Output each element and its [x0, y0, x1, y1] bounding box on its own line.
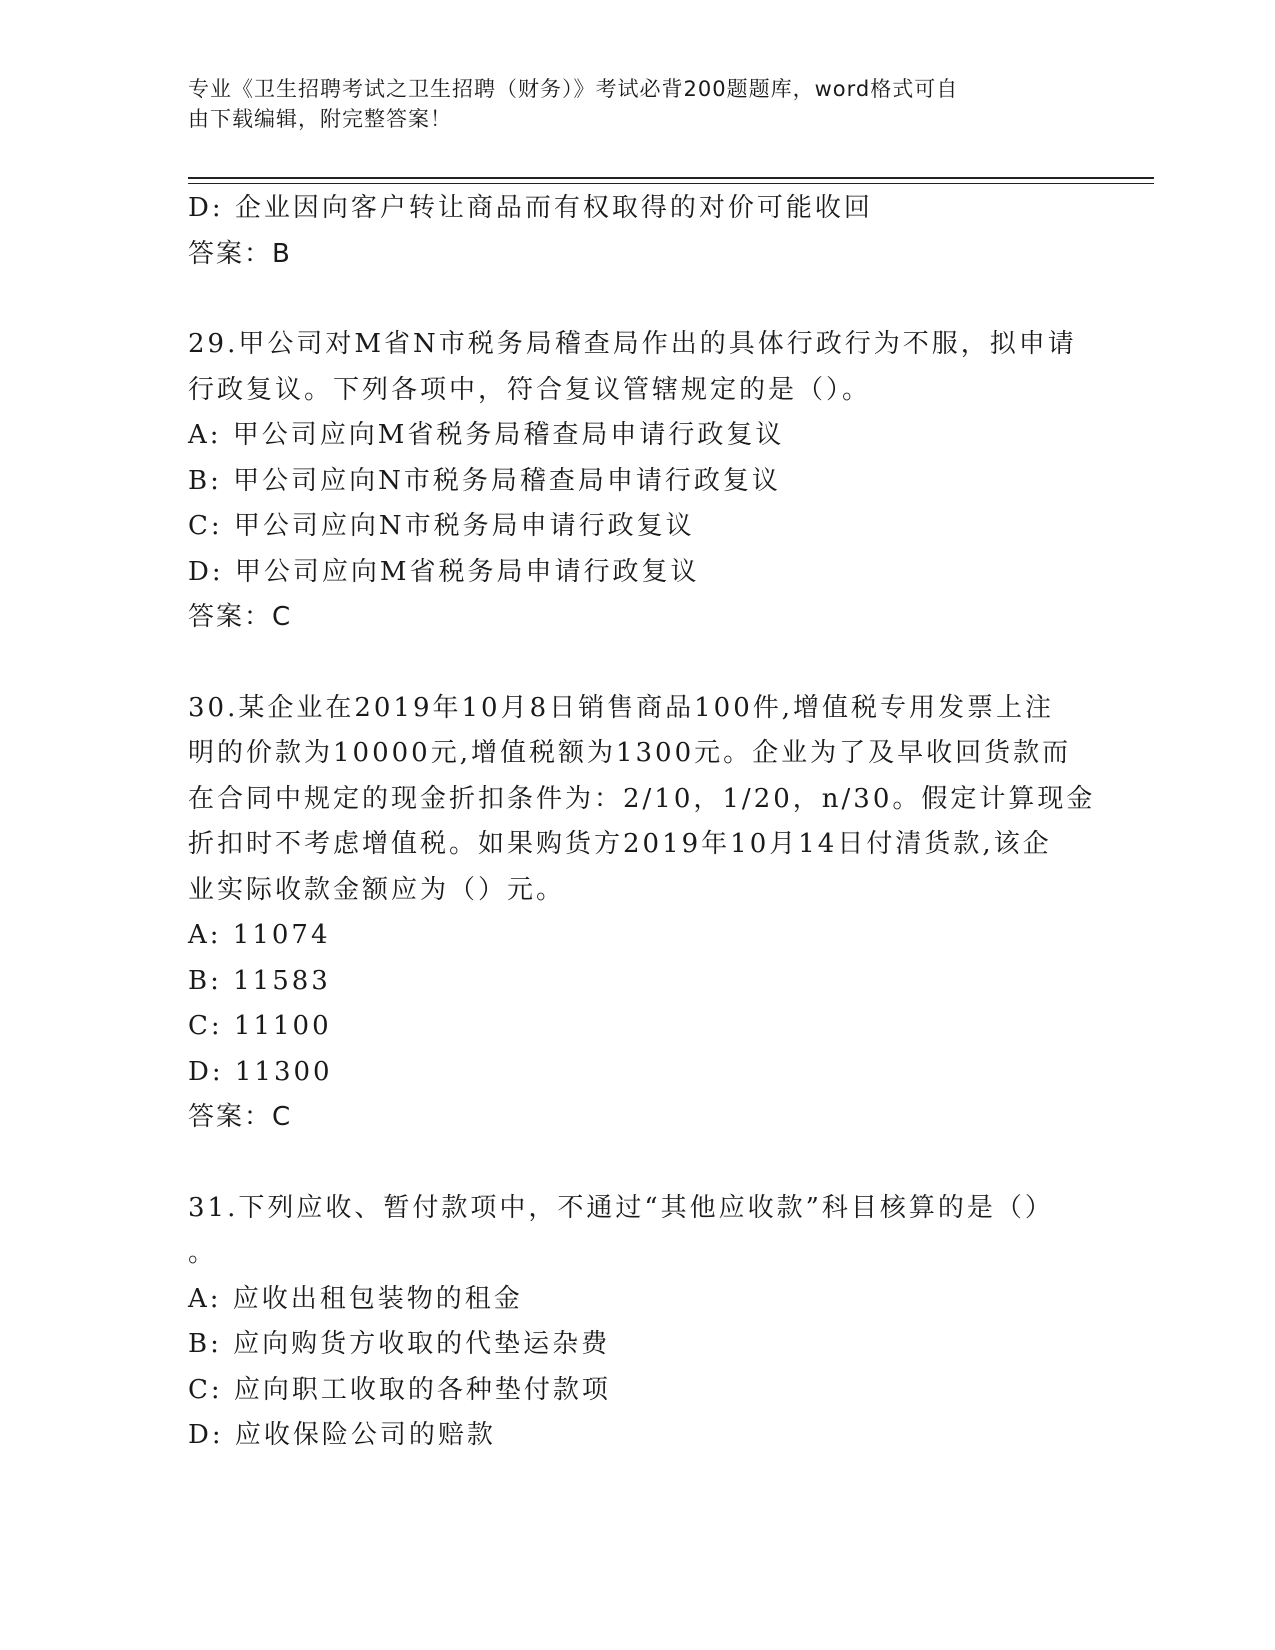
option-a: A: 甲公司应向M省税务局稽查局申请行政复议: [188, 420, 785, 450]
header-divider-thin: [188, 183, 1154, 184]
question-stem: 31.下列应收、暂付款项中，不通过“其他应收款”科目核算的是（）: [188, 1192, 1054, 1223]
page-header: [188, 74, 1068, 134]
spacer: [188, 277, 1088, 322]
option-c: C: 甲公司应向N市税务局申请行政复议: [188, 511, 695, 541]
option-d: D: 甲公司应向M省税务局申请行政复议: [188, 556, 700, 587]
option-a: A: 应收出租包装物的租金: [188, 1283, 523, 1314]
question-stem: 业实际收款金额应为（）元。: [188, 874, 566, 905]
question-stem: 29.甲公司对M省N市税务局稽查局作出的具体行政行为不服，拟申请: [188, 329, 1077, 359]
option-c: C: 应向职工收取的各种垫付款项: [188, 1374, 611, 1405]
question-stem: 30.某企业在2019年10月8日销售商品100件,增值税专用发票上注: [188, 692, 1055, 723]
question-stem: 。: [188, 1238, 218, 1268]
option-b: B: 甲公司应向N市税务局稽查局申请行政复议: [188, 465, 781, 496]
question-29: [188, 322, 1088, 641]
option-b: B: 11583: [188, 965, 331, 996]
spacer: [188, 641, 1088, 686]
question-stem: 折扣时不考虑增值税。如果购货方2019年10月14日付清货款,该企: [188, 829, 1052, 859]
question-30: [188, 686, 1096, 1141]
option-d: D: 应收保险公司的赔款: [188, 1420, 496, 1450]
header-divider-thick: [188, 177, 1154, 179]
question-stem: 明的价款为10000元,增值税额为1300元。企业为了及早收回货款而: [188, 738, 1072, 768]
option-b: B: 应向购货方收取的代垫运杂费: [188, 1329, 611, 1359]
question-stem: 在合同中规定的现金折扣条件为：2/10，1/20，n/30。假定计算现金: [188, 783, 1096, 814]
question-31: [188, 1186, 1088, 1459]
spacer: [188, 1141, 1088, 1186]
answer: 答案：C: [188, 1102, 293, 1132]
question-content: [188, 186, 1096, 1459]
header-line-2: 由下载编辑，附完整答案！: [188, 107, 452, 131]
option-c: C: 11100: [188, 1011, 332, 1041]
prev-answer: 答案：B: [188, 238, 292, 269]
option-d: D: 11300: [188, 1056, 333, 1087]
answer: 答案：C: [188, 602, 293, 632]
prev-option-d: D: 企业因向客户转让商品而有权取得的对价可能收回: [188, 193, 873, 223]
question-stem: 行政复议。下列各项中，符合复议管辖规定的是（）。: [188, 374, 872, 405]
header-line-1: 专业《卫生招聘考试之卫生招聘（财务）》考试必背200题题库，word格式可自: [188, 77, 959, 101]
option-a: A: 11074: [188, 920, 331, 950]
